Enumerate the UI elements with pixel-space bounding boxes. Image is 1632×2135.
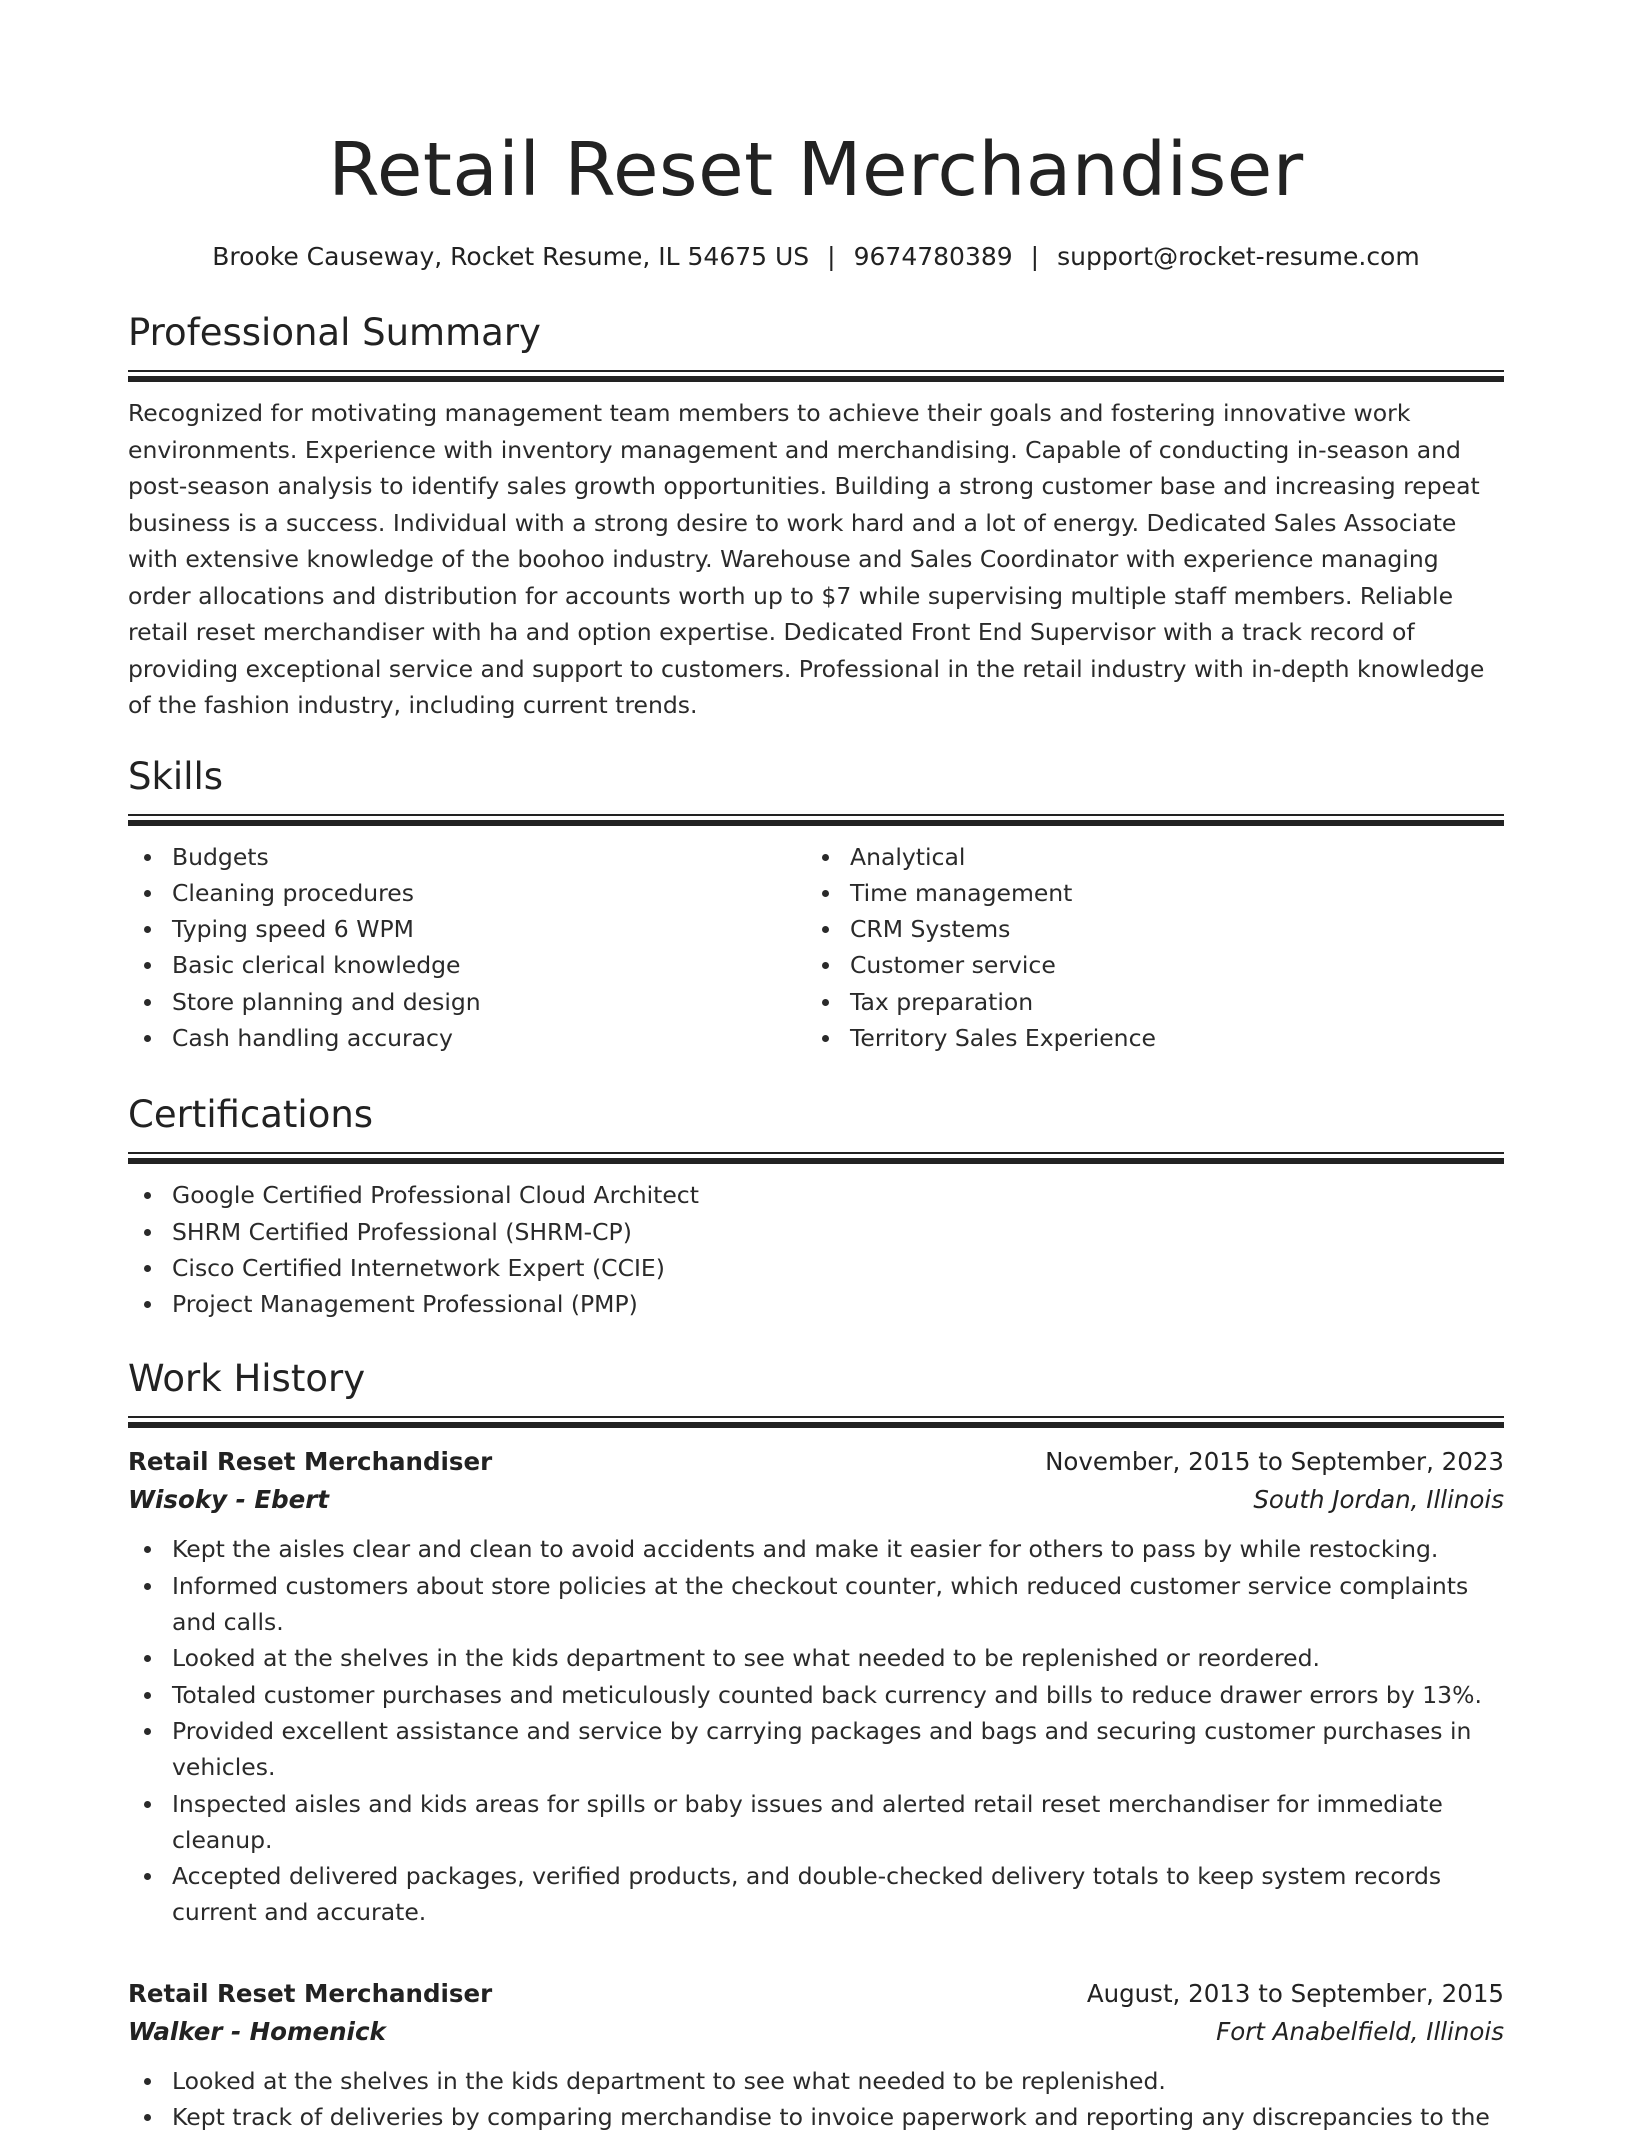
- job-duty: Totaled customer purchases and meticulously counted back currency and bills to reduce drawer errors by 13%.: [128, 1677, 1504, 1713]
- job-duty: Kept track of deliveries by comparing merchandise to invoice paperwork and reporting any discrepancies to the: [128, 2099, 1504, 2135]
- skill-item: Typing speed 6 WPM: [128, 911, 806, 947]
- contact-phone: 9674780389: [853, 242, 1013, 271]
- skills-list-left: [128, 839, 806, 1057]
- skill-item: Time management: [806, 875, 1484, 911]
- contact-line: [128, 240, 1504, 274]
- section-divider: [128, 814, 1504, 825]
- job-duty: Looked at the shelves in the kids department to see what needed to be replenished or reordered.: [128, 1640, 1504, 1676]
- section-divider: [128, 1416, 1504, 1427]
- job-duty: Provided excellent assistance and service by carrying packages and bags and securing customer purchases in vehicles.: [128, 1713, 1504, 1786]
- job-header-row: [128, 1443, 1504, 1481]
- job-header-row: [128, 1975, 1504, 2013]
- certification-item: Cisco Certified Internetwork Expert (CCIE): [128, 1250, 1504, 1286]
- skill-item: CRM Systems: [806, 911, 1484, 947]
- certification-item: Google Certified Professional Cloud Architect: [128, 1177, 1504, 1213]
- job-duty: Kept the aisles clear and clean to avoid accidents and make it easier for others to pass by while restocking.: [128, 1531, 1504, 1567]
- certification-item: Project Management Professional (PMP): [128, 1286, 1504, 1322]
- skill-item: Store planning and design: [128, 984, 806, 1020]
- job-entry: [128, 1975, 1504, 2135]
- job-dates: November, 2015 to September, 2023: [1045, 1447, 1504, 1477]
- skills-columns: [128, 839, 1504, 1057]
- work-history-section: [128, 1354, 1504, 2135]
- section-divider: [128, 370, 1504, 381]
- job-duty: Accepted delivered packages, verified products, and double-checked delivery totals to keep system records current and accurate.: [128, 1858, 1504, 1931]
- job-duty: Informed customers about store policies at the checkout counter, which reduced customer service complaints and calls.: [128, 1568, 1504, 1641]
- contact-separator: |: [827, 242, 836, 271]
- job-company-row: [128, 2013, 1504, 2051]
- skills-list-right: [806, 839, 1484, 1057]
- skills-section: [128, 752, 1504, 1057]
- skills-heading: Skills: [128, 754, 224, 798]
- job-title: Retail Reset Merchandiser: [128, 1447, 493, 1477]
- job-company-row: [128, 1481, 1504, 1519]
- candidate-name: Retail Reset Merchandiser: [328, 127, 1304, 213]
- job-title: Retail Reset Merchandiser: [128, 1978, 493, 2008]
- skill-item: Budgets: [128, 839, 806, 875]
- summary-heading: Professional Summary: [128, 311, 541, 354]
- skill-item: Territory Sales Experience: [806, 1020, 1484, 1056]
- summary-section: [128, 308, 1504, 724]
- work-history-heading: Work History: [128, 1357, 366, 1401]
- skill-item: Cash handling accuracy: [128, 1020, 806, 1056]
- certifications-section: [128, 1090, 1504, 1322]
- resume-page: [128, 0, 1504, 2135]
- certifications-list: [128, 1177, 1504, 1322]
- certifications-heading: Certifications: [128, 1093, 374, 1137]
- skill-item: Cleaning procedures: [128, 875, 806, 911]
- job-entry: [128, 1443, 1504, 1930]
- job-duty: Looked at the shelves in the kids department to see what needed to be replenished.: [128, 2063, 1504, 2099]
- job-location: South Jordan, Illinois: [1253, 1485, 1504, 1515]
- job-duties-list: [128, 1531, 1504, 1930]
- job-dates: August, 2013 to September, 2015: [1086, 1978, 1504, 2008]
- contact-separator: |: [1030, 242, 1040, 271]
- skill-item: Tax preparation: [806, 984, 1484, 1020]
- skill-item: Analytical: [806, 839, 1484, 875]
- skill-item: Customer service: [806, 947, 1484, 983]
- summary-text: Recognized for motivating management team members to achieve their goals and fostering innovative work environments. Experience with inventory management and merchandising. Capable of conducting in-season and post-season analysis to identify sales growth opportunities. Building a strong customer base and increasing repeat business is a success. Individual with a strong desire to work hard and a lot of energy. Dedicated Sales Associate with extensive knowledge of the boohoo industry. Warehouse and Sales Coordinator with experience managing order allocations and distribution for accounts worth up to $7 while supervising multiple staff members. Reliable retail reset merchandiser with ha and option expertise. Dedicated Front End Supervisor with a track record of providing exceptional service and support to customers. Professional in the retail industry with in-depth knowledge of the fashion industry, including current trends.: [128, 399, 1485, 719]
- job-company: Walker - Homenick: [128, 2016, 386, 2046]
- contact-email: support@rocket-resume.com: [1057, 242, 1420, 271]
- job-company: Wisoky - Ebert: [128, 1485, 330, 1515]
- job-duty: Inspected aisles and kids areas for spills or baby issues and alerted retail reset merchandiser for immediate cleanup.: [128, 1786, 1504, 1859]
- certification-item: SHRM Certified Professional (SHRM-CP): [128, 1214, 1504, 1250]
- job-location: Fort Anabelfield, Illinois: [1216, 2016, 1504, 2046]
- section-divider: [128, 1152, 1504, 1163]
- job-duties-list: [128, 2063, 1504, 2135]
- skill-item: Basic clerical knowledge: [128, 947, 806, 983]
- contact-address: Brooke Causeway, Rocket Resume, IL 54675 US: [212, 242, 810, 271]
